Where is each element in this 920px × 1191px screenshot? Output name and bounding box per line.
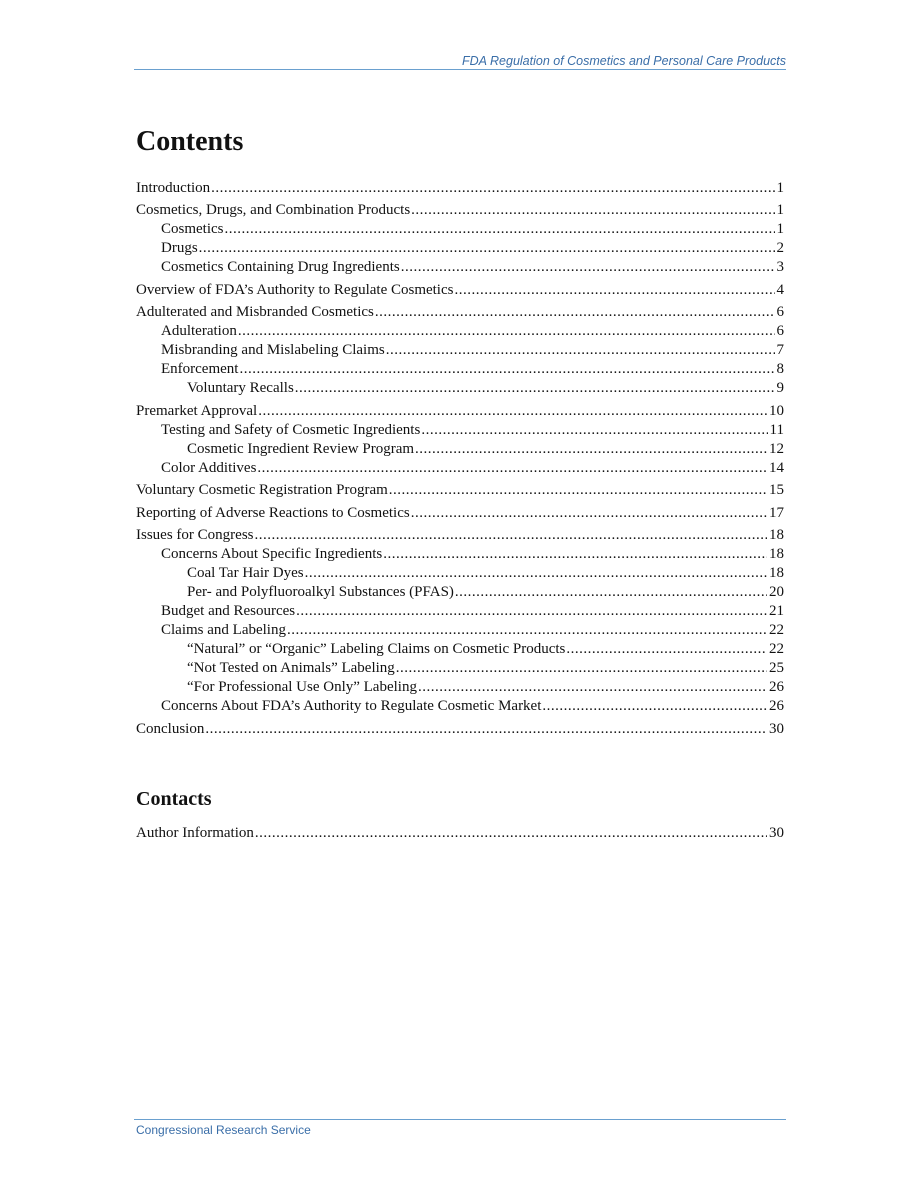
contents-heading: Contents xyxy=(136,126,244,157)
toc-entry-title: Voluntary Cosmetic Registration Program xyxy=(136,482,388,498)
toc-entry-title: Issues for Congress xyxy=(136,527,254,543)
dot-leader xyxy=(255,526,768,545)
toc-entry-page: 15 xyxy=(769,482,784,498)
contacts-list xyxy=(136,820,784,843)
toc-entry-title: Drugs xyxy=(161,240,198,256)
dot-leader xyxy=(383,545,767,564)
toc-entry[interactable] xyxy=(136,179,784,198)
toc-entry-page: 18 xyxy=(769,546,784,562)
toc-entry-page: 30 xyxy=(769,720,784,737)
toc-entry-title: Budget and Resources xyxy=(161,603,296,619)
dot-leader xyxy=(287,621,767,640)
toc-entry-title: Cosmetics Containing Drug Ingredients xyxy=(161,259,400,275)
toc-entry[interactable] xyxy=(136,564,784,583)
toc-entry[interactable] xyxy=(136,220,784,239)
toc-entry[interactable] xyxy=(136,379,784,398)
toc-entry-page: 6 xyxy=(776,304,784,320)
toc-entry-page: 25 xyxy=(769,660,784,676)
toc-entry-page: 8 xyxy=(776,361,784,377)
dot-leader xyxy=(401,258,775,277)
toc-entry-page: 21 xyxy=(769,603,784,619)
toc-entry-page: 1 xyxy=(776,221,784,237)
dot-leader xyxy=(396,659,767,678)
toc-entry[interactable] xyxy=(136,322,784,341)
toc-entry[interactable] xyxy=(136,239,784,258)
dot-leader xyxy=(418,678,767,697)
toc-entry[interactable] xyxy=(136,459,784,478)
toc-entry[interactable] xyxy=(136,481,784,500)
toc-entry-page: 10 xyxy=(769,402,784,419)
header-rule xyxy=(134,69,786,70)
toc-entry-page: 17 xyxy=(769,504,784,521)
toc-entry[interactable] xyxy=(136,421,784,440)
toc-entry[interactable] xyxy=(136,526,784,545)
toc-entry[interactable] xyxy=(136,602,784,621)
toc-entry-title: Concerns About Specific Ingredients xyxy=(161,546,383,562)
toc-entry[interactable] xyxy=(136,720,784,739)
footer-rule xyxy=(134,1119,786,1120)
toc-entry-title: “Not Tested on Animals” Labeling xyxy=(187,660,395,676)
toc-entry-title: Premarket Approval xyxy=(136,402,258,419)
toc-entry-title: Coal Tar Hair Dyes xyxy=(187,565,304,581)
toc-entry-page: 26 xyxy=(769,698,784,714)
dot-leader xyxy=(389,481,767,500)
toc-entry-title: Voluntary Recalls xyxy=(187,380,294,396)
dot-leader xyxy=(455,583,767,602)
toc-entry[interactable] xyxy=(136,824,784,843)
toc-entry-page: 1 xyxy=(776,179,784,196)
toc-entry[interactable] xyxy=(136,659,784,678)
dot-leader xyxy=(199,239,775,258)
toc-entry-page: 4 xyxy=(776,281,784,298)
toc-entry-page: 12 xyxy=(769,440,784,457)
dot-leader xyxy=(258,402,767,421)
toc-entry-page: 30 xyxy=(769,824,784,841)
toc-entry[interactable] xyxy=(136,258,784,277)
dot-leader xyxy=(421,421,767,440)
toc-entry-page: 22 xyxy=(769,622,784,638)
toc-entry[interactable] xyxy=(136,402,784,421)
toc-entry-page: 14 xyxy=(769,459,784,476)
toc-entry[interactable] xyxy=(136,360,784,379)
toc-entry-title: Claims and Labeling xyxy=(161,622,286,638)
toc-entry-title: Per- and Polyfluoroalkyl Substances (PFAS) xyxy=(187,584,454,600)
dot-leader xyxy=(411,201,774,220)
toc-entry[interactable] xyxy=(136,504,784,523)
dot-leader xyxy=(542,697,767,716)
toc-entry-title: “For Professional Use Only” Labeling xyxy=(187,679,417,695)
dot-leader xyxy=(255,824,767,843)
footer-text: Congressional Research Service xyxy=(136,1123,311,1137)
running-header: FDA Regulation of Cosmetics and Personal Care Products xyxy=(462,54,786,68)
toc-entry-title: “Natural” or “Organic” Labeling Claims on Cosmetic Products xyxy=(187,641,566,657)
toc-entry-page: 9 xyxy=(776,380,784,396)
toc-entry-title: Introduction xyxy=(136,179,211,196)
toc-entry-title: Color Additives xyxy=(161,459,257,476)
toc-entry-title: Author Information xyxy=(136,824,254,841)
toc-entry-page: 1 xyxy=(776,202,784,218)
toc-entry-title: Cosmetics xyxy=(161,221,224,237)
toc-entry[interactable] xyxy=(136,697,784,716)
toc-entry[interactable] xyxy=(136,621,784,640)
dot-leader xyxy=(211,179,774,198)
toc-entry[interactable] xyxy=(136,583,784,602)
dot-leader xyxy=(386,341,775,360)
toc-entry[interactable] xyxy=(136,545,784,564)
dot-leader xyxy=(295,379,775,398)
dot-leader xyxy=(225,220,775,239)
toc-entry-page: 11 xyxy=(769,421,784,438)
dot-leader xyxy=(454,281,774,300)
toc-entry-title: Cosmetics, Drugs, and Combination Products xyxy=(136,202,411,218)
dot-leader xyxy=(239,360,774,379)
toc-entry-title: Enforcement xyxy=(161,361,239,377)
toc-entry-title: Cosmetic Ingredient Review Program xyxy=(187,440,415,457)
toc-entry-page: 20 xyxy=(769,584,784,600)
dot-leader xyxy=(375,303,775,322)
dot-leader xyxy=(415,440,767,459)
dot-leader xyxy=(305,564,767,583)
toc-entry-title: Reporting of Adverse Reactions to Cosmetics xyxy=(136,504,410,521)
toc-entry-title: Conclusion xyxy=(136,720,205,737)
toc-entry-title: Overview of FDA’s Authority to Regulate Cosmetics xyxy=(136,281,454,298)
toc-entry[interactable] xyxy=(136,678,784,697)
toc-entry-page: 7 xyxy=(776,342,784,358)
toc-entry-title: Testing and Safety of Cosmetic Ingredients xyxy=(161,421,421,438)
toc-entry-page: 18 xyxy=(769,565,784,581)
toc-entry[interactable] xyxy=(136,201,784,220)
toc-entry-page: 26 xyxy=(769,679,784,695)
toc-entry[interactable] xyxy=(136,303,784,322)
toc-entry[interactable] xyxy=(136,341,784,360)
toc-list xyxy=(136,175,784,739)
contacts-heading: Contacts xyxy=(136,788,212,810)
dot-leader xyxy=(238,322,775,341)
toc-entry-page: 6 xyxy=(776,323,784,339)
toc-entry-title: Adulteration xyxy=(161,323,237,339)
dot-leader xyxy=(411,504,767,523)
toc-entry-page: 22 xyxy=(769,641,784,657)
toc-entry-page: 3 xyxy=(776,259,784,275)
toc-entry-page: 18 xyxy=(769,527,784,543)
dot-leader xyxy=(566,640,767,659)
dot-leader xyxy=(296,602,767,621)
toc-entry-title: Misbranding and Mislabeling Claims xyxy=(161,342,385,358)
toc-entry[interactable] xyxy=(136,281,784,300)
toc-entry[interactable] xyxy=(136,440,784,459)
toc-entry[interactable] xyxy=(136,640,784,659)
toc-entry-title: Concerns About FDA’s Authority to Regulate Cosmetic Market xyxy=(161,698,542,714)
toc-entry-page: 2 xyxy=(776,240,784,256)
dot-leader xyxy=(257,459,767,478)
toc-entry-title: Adulterated and Misbranded Cosmetics xyxy=(136,304,374,320)
dot-leader xyxy=(205,720,767,739)
